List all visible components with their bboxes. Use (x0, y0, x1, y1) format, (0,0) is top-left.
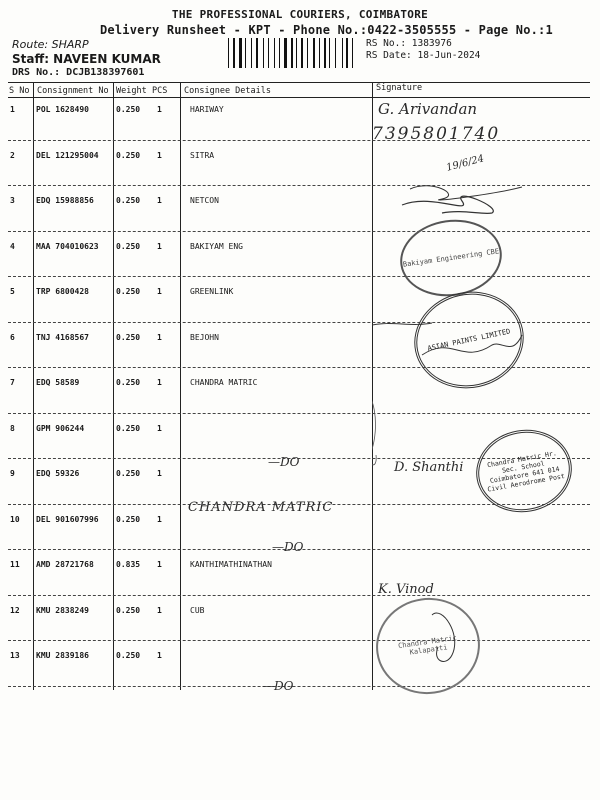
handwritten-signature: K. Vinod (378, 582, 434, 597)
handwritten-ditto: —DO (262, 679, 294, 693)
header-signature: Signature (376, 83, 423, 93)
row-sno: 8 (10, 423, 15, 433)
column-divider (113, 82, 114, 690)
stamp-text: Chandra Matric Kalapatti (397, 633, 458, 657)
row-weight: 0.250 (116, 423, 141, 433)
handwritten-name: CHANDRA MATRIC (188, 500, 334, 515)
row-consignee: NETCON (190, 196, 219, 205)
handwritten-signature: D. Shanthi (394, 460, 464, 475)
barcode (228, 38, 356, 68)
stamp-text: Chandra Matric Hr. Sec. School Coimbatore 641 014 Civil Aerodrome Post (486, 449, 566, 494)
row-pcs: 1 (157, 241, 162, 251)
row-consignee: CHANDRA MATRIC (190, 378, 258, 387)
row-consignee: KANTHIMATHINATHAN (190, 560, 272, 569)
row-sno: 5 (10, 287, 15, 296)
row-sno: 2 (10, 150, 15, 160)
row-pcs: 1 (157, 605, 162, 615)
row-sno: 7 (10, 378, 15, 387)
row-sno: 4 (10, 241, 15, 251)
row-pcs: 1 (157, 105, 162, 114)
row-sno: 9 (10, 469, 15, 478)
row-weight: 0.250 (116, 287, 141, 296)
row-consignee: BEJOHN (190, 332, 219, 342)
row-weight: 0.250 (116, 196, 141, 205)
row-weight: 0.250 (116, 241, 141, 251)
row-consignment: POL 1628490 (36, 105, 89, 114)
row-consignee: HARIWAY (190, 105, 224, 114)
row-consignment: TRP 6800428 (36, 287, 89, 296)
row-pcs: 1 (157, 332, 162, 342)
column-divider (180, 82, 181, 690)
row-sno: 10 (10, 514, 20, 524)
header-pcs: PCS (152, 86, 168, 96)
header-consignee: Consignee Details (184, 86, 271, 96)
column-divider (33, 82, 34, 690)
row-sno: 11 (10, 560, 20, 569)
row-sno: 13 (10, 651, 20, 660)
header-consignment: Consignment No (37, 86, 109, 96)
row-consignee: CUB (190, 605, 205, 615)
staff-label: Staff: NAVEEN KUMAR (12, 52, 161, 66)
row-consignment: GPM 906244 (36, 423, 85, 433)
row-weight: 0.250 (116, 378, 141, 387)
route-label: Route: SHARP (12, 38, 89, 51)
rs-number: RS No.: 1383976 (366, 38, 452, 49)
row-pcs: 1 (157, 560, 162, 569)
row-consignment: KMU 2839186 (36, 651, 89, 660)
rs-date: RS Date: 18-Jun-2024 (366, 50, 481, 61)
row-consignment: AMD 28721768 (36, 560, 94, 569)
row-weight: 0.250 (116, 469, 141, 478)
row-pcs: 1 (157, 651, 162, 660)
header-weight: Weight (116, 86, 147, 96)
row-consignee: GREENLINK (190, 287, 234, 296)
row-weight: 0.250 (116, 150, 141, 160)
handwritten-ditto: —DO (268, 455, 300, 469)
stamp-text: ASIAN PAINTS LIMITED (426, 327, 512, 353)
drs-number: DRS No.: DCJB138397601 (12, 67, 145, 78)
row-weight: 0.250 (116, 514, 141, 524)
handwritten-ditto: —DO (272, 540, 304, 554)
row-weight: 0.835 (116, 560, 141, 569)
row-pcs: 1 (157, 196, 162, 205)
row-sno: 1 (10, 105, 15, 114)
row-consignment: TNJ 4168567 (36, 332, 89, 342)
row-sno: 3 (10, 196, 15, 205)
row-consignment: DEL 121295004 (36, 150, 99, 160)
row-weight: 0.250 (116, 105, 141, 114)
row-sno: 12 (10, 605, 20, 615)
handwritten-signature: G. Arivandan (378, 100, 478, 118)
row-pcs: 1 (157, 423, 162, 433)
table-top-border (8, 82, 590, 83)
row-consignment: EDQ 58589 (36, 378, 80, 387)
row-consignment: EDQ 59326 (36, 469, 80, 478)
row-consignment: MAA 704010623 (36, 241, 99, 251)
row-pcs: 1 (157, 378, 162, 387)
company-name: THE PROFESSIONAL COURIERS, COIMBATORE (171, 8, 429, 21)
row-consignment: KMU 2838249 (36, 605, 89, 615)
row-consignment: DEL 901607996 (36, 514, 99, 524)
stamp-text: Bakiyam Engineering CBE (402, 247, 500, 269)
handwritten-phone: 7395801740 (372, 124, 501, 144)
header-sno: S No (9, 86, 30, 96)
row-pcs: 1 (157, 514, 162, 524)
row-sno: 6 (10, 332, 15, 342)
row-pcs: 1 (157, 469, 162, 478)
row-weight: 0.250 (116, 332, 141, 342)
runsheet-title: Delivery Runsheet - KPT - Phone No.:0422-3505555 - Page No.:1 (100, 23, 553, 37)
row-weight: 0.250 (116, 605, 141, 615)
row-pcs: 1 (157, 150, 162, 160)
row-consignee: SITRA (190, 150, 215, 160)
row-consignee: BAKIYAM ENG (190, 241, 243, 251)
row-weight: 0.250 (116, 651, 141, 660)
row-consignment: EDQ 15988856 (36, 196, 94, 205)
row-pcs: 1 (157, 287, 162, 296)
handwritten-date: 19/6/24 (445, 153, 486, 174)
